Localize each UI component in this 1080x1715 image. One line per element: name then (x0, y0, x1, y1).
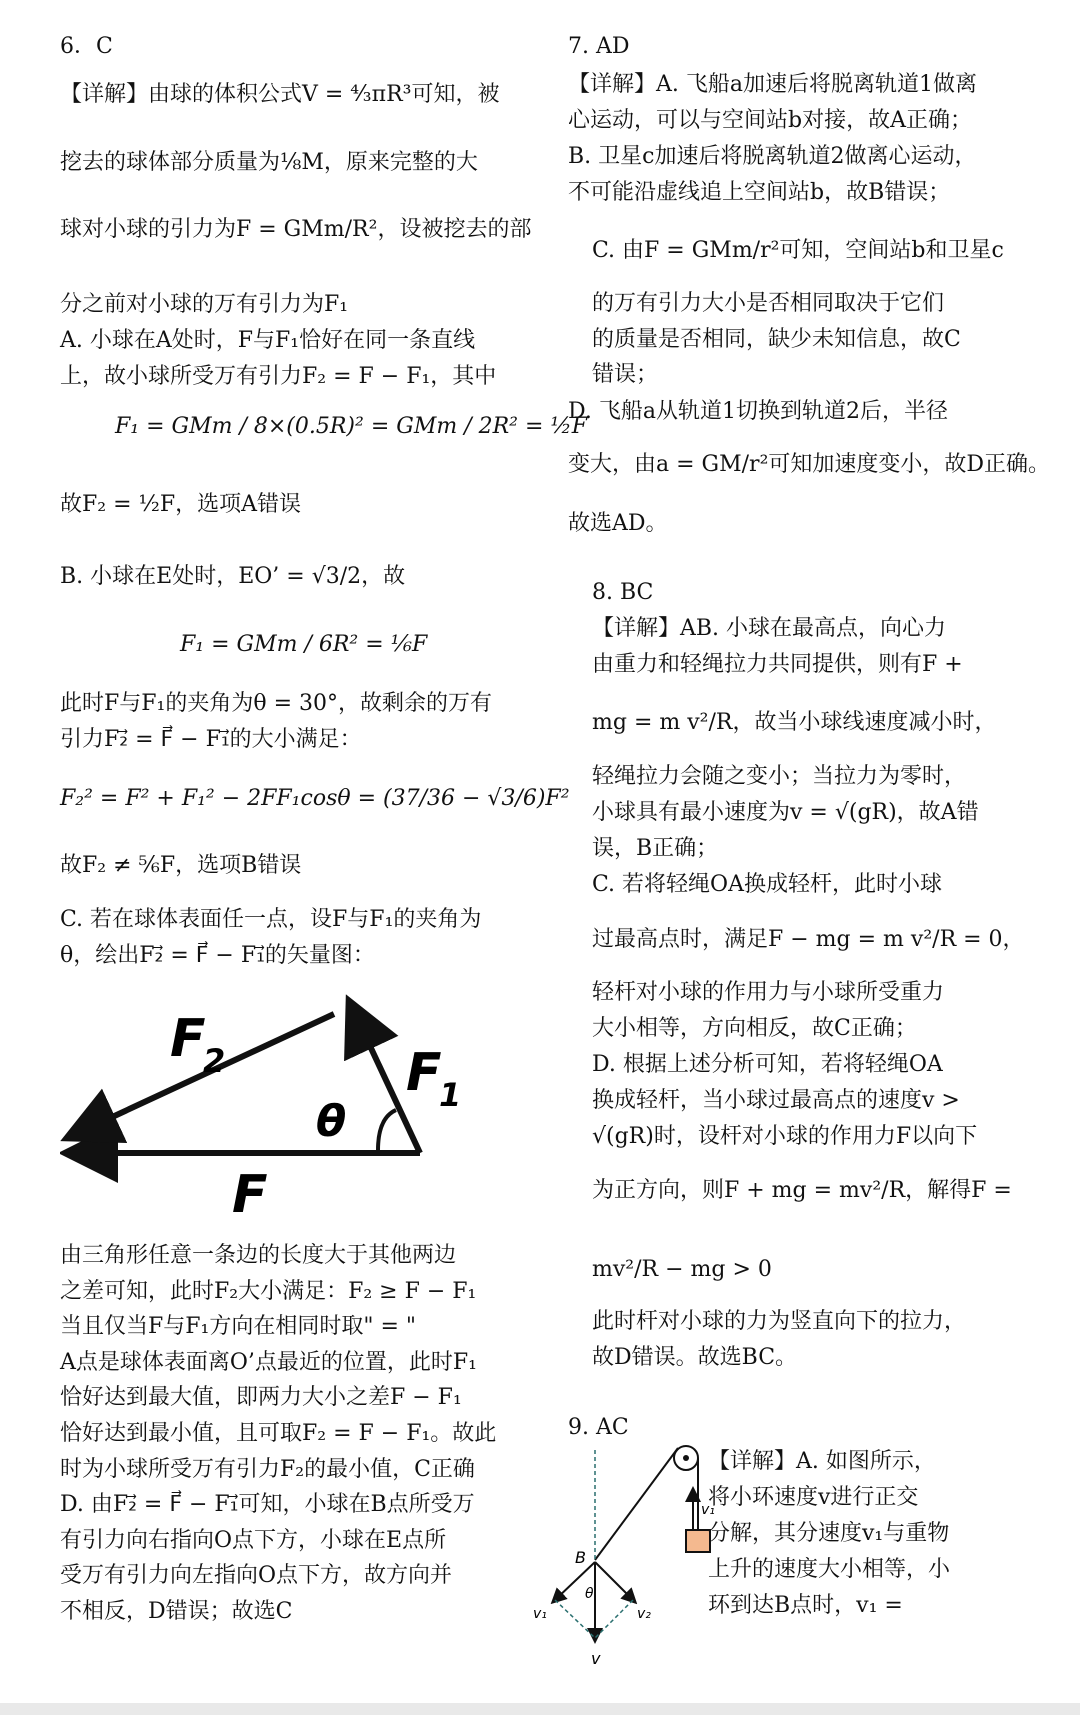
label-v2: v₂ (637, 1606, 651, 1622)
q8-line-15: mv²/R − mg > 0 (592, 1257, 772, 1282)
q7-line-8: 错误； (592, 362, 659, 387)
q6-line-24: 不相反，D错误；故选C (60, 1599, 293, 1624)
pulley-diagram (533, 1430, 733, 1700)
q6-equation-1: F₁ = GMm / 8×(0.5R)² = GMm / 2R² = ½F (115, 414, 588, 439)
q6-line-22: 有引力向右指向O点下方，小球在E点所 (60, 1528, 447, 1553)
q6-line-20: 时为小球所受万有引力F₂的最小值，C正确 (60, 1457, 475, 1482)
q6-line-19: 恰好达到最小值，且可取F₂ = F − F₁。故此 (60, 1421, 497, 1446)
label-v1-top: v₁ (701, 1502, 715, 1518)
q6-line-12: C. 若在球体表面任一点，设F与F₁的夹角为 (60, 907, 482, 932)
q6-line-4: 分之前对小球的万有引力为F₁ (60, 292, 349, 317)
q7-line-4: 不可能沿虚线追上空间站b，故B错误； (568, 180, 951, 205)
q8-line-11: D. 根据上述分析可知，若将轻绳OA (592, 1052, 943, 1077)
label-v1: v₁ (533, 1606, 547, 1622)
q6-line-8: B. 小球在E处时，EO’ = √3/2，故 (60, 564, 406, 589)
angle-arc (378, 1110, 396, 1150)
q6-line-18: 恰好达到最大值，即两力大小之差F − F₁ (60, 1385, 462, 1410)
q7-line-6: 的万有引力大小是否相同取决于它们 (592, 291, 945, 316)
q7-line-9: D. 飞船a从轨道1切换到轨道2后，半径 (568, 399, 948, 424)
label-f1: F (406, 1043, 442, 1103)
q9-line-1: 【详解】A. 如图所示， (708, 1449, 936, 1474)
q8-line-13: √(gR)时，设杆对小球的作用力F以向下 (592, 1124, 978, 1149)
q6-line-10: 引力F₂⃗ = F⃗ − F₁⃗的大小满足： (60, 727, 362, 752)
q9-line-5: 环到达B点时，v₁ = (708, 1593, 903, 1618)
q6-line-6: 上，故小球所受万有引力F₂ = F − F₁，其中 (60, 364, 497, 389)
q8-line-7: C. 若将轻绳OA换成轻杆，此时小球 (592, 872, 942, 897)
vector-triangle-diagram (60, 990, 530, 1220)
rope-line (595, 1448, 678, 1560)
q8-line-2: 由重力和轻绳拉力共同提供，则有F + (592, 652, 963, 677)
label-f2-sub: 2 (203, 1042, 226, 1080)
page-bottom-strip (0, 1703, 1080, 1715)
label-theta: θ (316, 1096, 347, 1147)
label-theta-q9: θ (585, 1586, 594, 1602)
q8-line-3: mg = m v²/R，故当小球线速度减小时， (592, 710, 997, 735)
q9-line-3: 分解，其分速度v₁与重物 (708, 1521, 950, 1546)
label-f: F (232, 1165, 268, 1220)
q8-line-14: 为正方向，则F + mg = mv²/R，解得F = (592, 1178, 1012, 1203)
q6-line-9: 此时F与F₁的夹角为θ = 30°，故剩余的万有 (60, 691, 493, 716)
q6-equation-2: F₁ = GMm / 6R² = ⅙F (180, 632, 428, 657)
q6-equation-3: F₂² = F² + F₁² − 2FF₁cosθ = (37/36 − √3/6)F² (60, 786, 570, 811)
q6-line-5: A. 小球在A处时，F与F₁恰好在同一条直线 (60, 328, 476, 353)
q7-line-10: 变大，由a = GM/r²可知加速度变小，故D正确。 (568, 452, 1051, 477)
q8-heading: 8. BC (592, 580, 654, 605)
q8-line-8: 过最高点时，满足F − mg = m v²/R = 0， (592, 927, 1025, 952)
q6-line-1: 【详解】由球的体积公式V = ⁴⁄₃πR³可知，被 (60, 82, 500, 107)
q7-line-1: 【详解】A. 飞船a加速后将脱离轨道1做离 (568, 72, 977, 97)
q8-line-6: 误，B正确； (592, 836, 719, 861)
q6-line-15: 之差可知，此时F₂大小满足：F₂ ≥ F − F₁ (60, 1279, 477, 1304)
q6-line-16: 当且仅当F与F₁方向在相同时取" = " (60, 1314, 417, 1339)
label-b: B (575, 1548, 586, 1567)
q8-line-1: 【详解】AB. 小球在最高点，向心力 (592, 616, 947, 641)
q9-line-4: 上升的速度大小相等，小 (708, 1557, 951, 1582)
weight-block (686, 1530, 710, 1552)
q7-line-5: C. 由F = GMm/r²可知，空间站b和卫星c (592, 238, 1004, 263)
q9-heading: 9. AC (568, 1415, 629, 1440)
q8-line-5: 小球具有最小速度为v = √(gR)，故A错 (592, 800, 979, 825)
q8-line-12: 换成轻杆，当小球过最高点的速度v > (592, 1088, 960, 1113)
q6-line-14: 由三角形任意一条边的长度大于其他两边 (60, 1243, 457, 1268)
q7-line-2: 心运动，可以与空间站b对接，故A正确； (568, 108, 972, 133)
q8-line-16: 此时杆对小球的力为竖直向下的拉力， (592, 1309, 967, 1334)
q6-line-7: 故F₂ = ½F，选项A错误 (60, 492, 301, 517)
q6-line-3: 球对小球的引力为F = GMm/R²，设被挖去的部 (60, 217, 532, 242)
q8-line-4: 轻绳拉力会随之变小；当拉力为零时， (592, 764, 967, 789)
q8-line-17: 故D错误。故选BC。 (592, 1345, 798, 1370)
q7-line-7: 的质量是否相同，缺少未知信息，故C (592, 327, 961, 352)
q7-line-11: 故选AD。 (568, 511, 668, 536)
q6-line-11: 故F₂ ≠ ⅚F，选项B错误 (60, 853, 302, 878)
q8-line-10: 大小相等，方向相反，故C正确； (592, 1016, 917, 1041)
q6-line-17: A点是球体表面离O’点最近的位置，此时F₁ (60, 1350, 478, 1375)
q6-line-23: 受万有引力向左指向O点下方，故方向并 (60, 1563, 453, 1588)
q6-line-21: D. 由F₂⃗ = F⃗ − F₁⃗可知，小球在B点所受万 (60, 1492, 475, 1517)
label-v: v (591, 1649, 601, 1668)
label-f2: F (170, 1009, 206, 1069)
q6-heading: 6．C (60, 34, 113, 59)
q6-line-13: θ，绘出F₂⃗ = F⃗ − F₁⃗的矢量图： (60, 943, 375, 968)
q8-line-9: 轻杆对小球的作用力与小球所受重力 (592, 980, 945, 1005)
q9-line-2: 将小环速度v进行正交 (708, 1485, 919, 1510)
q7-heading: 7. AD (568, 34, 630, 59)
label-f1-sub: 1 (439, 1076, 462, 1114)
q6-line-2: 挖去的球体部分质量为⅛M，原来完整的大 (60, 150, 478, 175)
q7-line-3: B. 卫星c加速后将脱离轨道2做离心运动， (568, 144, 977, 169)
